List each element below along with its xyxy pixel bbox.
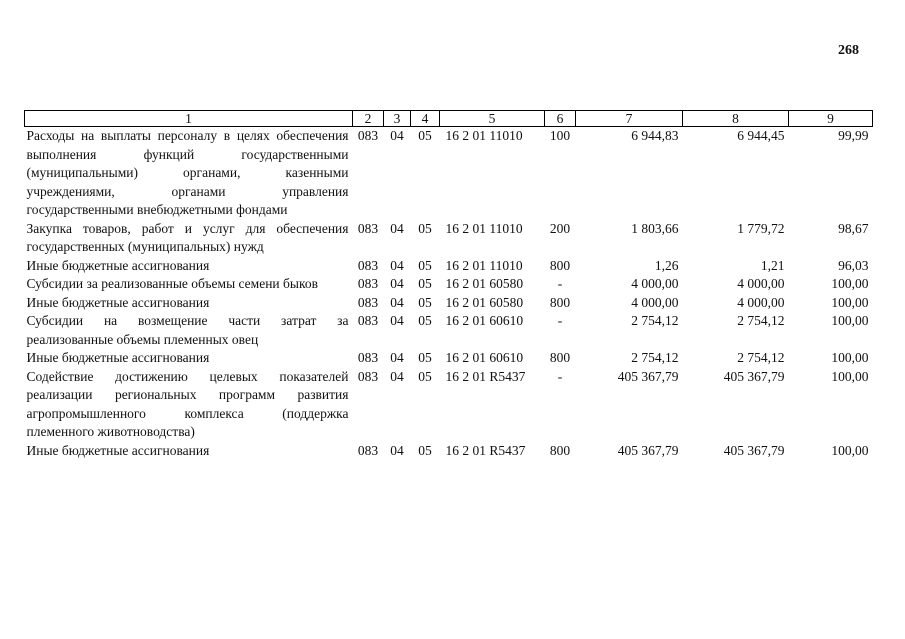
cell-c3: 04 <box>390 368 404 384</box>
cell-c5: 16 2 01 R5437 <box>445 368 526 384</box>
header-col-5: 5 <box>440 111 545 127</box>
cell-c3: 04 <box>390 350 404 365</box>
cell-c9: 100,00 <box>831 276 869 291</box>
cell-c2: 083 <box>357 294 379 310</box>
row-name: Субсидии на возмещение части затрат за реализованные объемы племенных овец <box>26 313 349 347</box>
header-col-4: 4 <box>411 111 440 127</box>
cell-c2: 083 <box>357 128 379 143</box>
row-name: Иные бюджетные ассигнования <box>26 442 210 458</box>
cell-c5: 16 2 01 60610 <box>445 313 524 328</box>
header-col-6: 6 <box>545 111 576 127</box>
header-col-1: 1 <box>25 111 353 127</box>
cell-c8: 4 000,00 <box>737 276 785 291</box>
cell-c8: 2 754,12 <box>737 350 785 365</box>
cell-c3: 04 <box>390 276 404 291</box>
table-row <box>25 368 873 442</box>
cell-c5: 16 2 01 60580 <box>445 294 524 310</box>
cell-c2: 083 <box>357 442 379 458</box>
cell-c8: 4 000,00 <box>737 294 785 310</box>
cell-c8: 1 779,72 <box>737 220 785 236</box>
cell-c7: 1 803,66 <box>631 220 679 236</box>
cell-c4: 05 <box>418 442 432 458</box>
cell-c5: 16 2 01 11010 <box>445 128 523 143</box>
table-row <box>25 442 873 461</box>
header-col-7: 7 <box>576 111 683 127</box>
cell-c4: 05 <box>418 220 432 236</box>
cell-c2: 083 <box>357 257 379 273</box>
cell-c2: 083 <box>357 350 379 365</box>
row-name: Иные бюджетные ассигнования <box>26 257 210 273</box>
row-name: Субсидии за реализованные объемы семени быков <box>26 276 318 291</box>
cell-c9: 96,03 <box>838 257 869 273</box>
row-name: Иные бюджетные ассигнования <box>26 350 210 365</box>
cell-c6: 800 <box>549 294 571 310</box>
row-name: Иные бюджетные ассигнования <box>26 294 210 310</box>
page-number: 268 <box>838 43 859 58</box>
cell-c7: 6 944,83 <box>631 128 679 143</box>
cell-c4: 05 <box>418 350 432 365</box>
cell-c7: 405 367,79 <box>617 368 679 384</box>
cell-c5: 16 2 01 11010 <box>445 220 523 236</box>
budget-table <box>24 110 873 460</box>
cell-c3: 04 <box>390 442 404 458</box>
cell-c6: 800 <box>549 257 571 273</box>
cell-c4: 05 <box>418 368 432 384</box>
cell-c9: 100,00 <box>831 313 869 328</box>
table-row <box>25 312 873 349</box>
cell-c5: 16 2 01 60610 <box>445 350 524 365</box>
cell-c3: 04 <box>390 294 404 310</box>
cell-c9: 99,99 <box>838 128 869 143</box>
cell-c6: 800 <box>549 350 571 365</box>
cell-c3: 04 <box>390 220 404 236</box>
cell-c9: 100,00 <box>831 294 869 310</box>
cell-c9: 100,00 <box>831 368 869 384</box>
cell-c7: 1,26 <box>654 257 679 273</box>
table-row <box>25 127 873 220</box>
cell-c4: 05 <box>418 276 432 291</box>
cell-c8: 405 367,79 <box>723 368 785 384</box>
cell-c6: - <box>557 368 563 384</box>
cell-c7: 2 754,12 <box>631 313 679 328</box>
table-row <box>25 275 873 294</box>
header-col-2: 2 <box>353 111 384 127</box>
cell-c9: 98,67 <box>838 220 869 236</box>
cell-c4: 05 <box>418 128 432 143</box>
cell-c3: 04 <box>390 257 404 273</box>
cell-c2: 083 <box>357 276 379 291</box>
table-row <box>25 294 873 313</box>
table-row <box>25 220 873 257</box>
cell-c5: 16 2 01 11010 <box>445 257 523 273</box>
cell-c3: 04 <box>390 313 404 328</box>
cell-c8: 6 944,45 <box>737 128 785 143</box>
cell-c9: 100,00 <box>831 442 869 458</box>
cell-c9: 100,00 <box>831 350 869 365</box>
cell-c4: 05 <box>418 313 432 328</box>
cell-c7: 405 367,79 <box>617 442 679 458</box>
cell-c7: 4 000,00 <box>631 276 679 291</box>
table-row <box>25 349 873 368</box>
cell-c7: 2 754,12 <box>631 350 679 365</box>
header-col-3: 3 <box>384 111 411 127</box>
cell-c5: 16 2 01 R5437 <box>445 442 526 458</box>
cell-c6: 200 <box>549 220 571 236</box>
header-row <box>25 111 873 127</box>
header-col-8: 8 <box>683 111 789 127</box>
cell-c6: 100 <box>549 128 571 143</box>
table-row <box>25 257 873 276</box>
cell-c5: 16 2 01 60580 <box>445 276 524 291</box>
cell-c8: 1,21 <box>760 257 785 273</box>
cell-c6: - <box>557 313 563 328</box>
row-name: Расходы на выплаты персоналу в целях обеспечения выполнения функций государственными (муниципальными) органами, казенными учреждениями, органами управления государственными внебюджетными фондами <box>26 128 349 217</box>
cell-c4: 05 <box>418 257 432 273</box>
header-col-9: 9 <box>789 111 873 127</box>
cell-c7: 4 000,00 <box>631 294 679 310</box>
cell-c3: 04 <box>390 128 404 143</box>
cell-c8: 405 367,79 <box>723 442 785 458</box>
cell-c6: - <box>557 276 563 291</box>
cell-c2: 083 <box>357 313 379 328</box>
cell-c2: 083 <box>357 220 379 236</box>
cell-c2: 083 <box>357 368 379 384</box>
row-name: Закупка товаров, работ и услуг для обеспечения государственных (муниципальных) нужд <box>26 220 349 254</box>
cell-c4: 05 <box>418 294 432 310</box>
cell-c8: 2 754,12 <box>737 313 785 328</box>
cell-c6: 800 <box>549 442 571 458</box>
row-name: Содействие достижению целевых показателей реализации региональных программ развития агропромышленного комплекса (поддержка племенного животноводства) <box>26 368 349 439</box>
